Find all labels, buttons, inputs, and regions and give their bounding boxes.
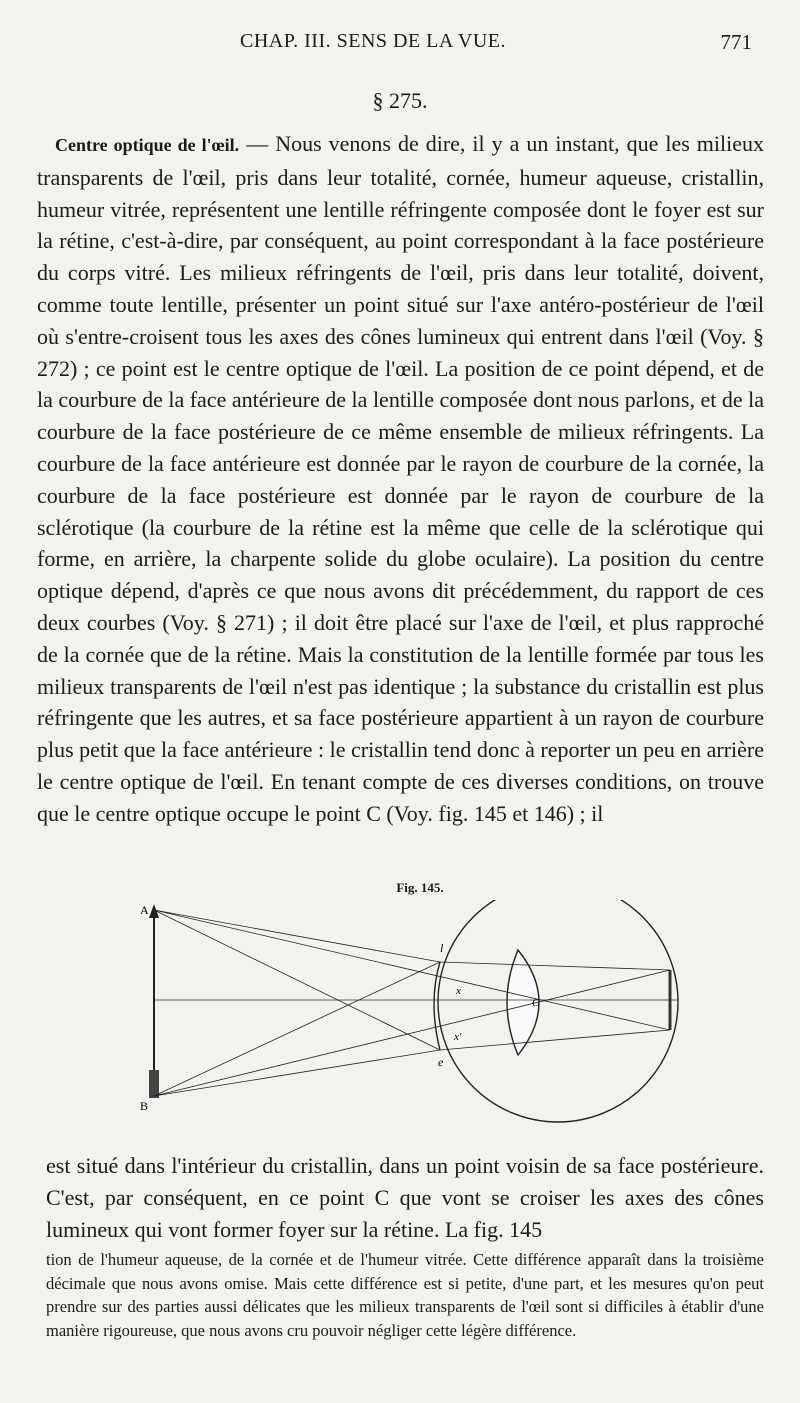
page-header [0, 30, 800, 64]
ray-b-4 [154, 1050, 440, 1096]
label-l: l [440, 941, 444, 955]
label-e: e [438, 1055, 444, 1069]
page-number: 771 [720, 30, 752, 54]
arrow-feather [149, 1070, 159, 1098]
running-head: CHAP. III. SENS DE LA VUE. [240, 30, 506, 52]
paragraph-heading: Centre optique de l'œil. [55, 135, 240, 155]
eyeball-outline [438, 900, 678, 1122]
label-x: x [456, 985, 461, 997]
ray-b-3 [440, 962, 670, 970]
footnote: tion de l'humeur aqueuse, de la cornée et de l'humeur vitrée. Cette différence apparaît dans la troisième décimale que nous avons omise. Mais cette différence est si petite, d'une part, et les mesures qu'on peut prendre sur des parties aussi délicates que les milieux transparents de l'œil sont si difficiles à établir d'une manière rigoureuse, que nous avons cru pouvoir négliger cette légère différence. [46, 1250, 764, 1340]
figure-caption: Fig. 145. [396, 880, 444, 895]
main-paragraph [37, 128, 764, 830]
section-number: § 275. [372, 88, 428, 113]
continuation-paragraph: est situé dans l'intérieur du cristallin, dans un point voisin de sa face postérieure. C'est, par conséquent, en ce point C que vont se croiser les axes des cônes lumineux qui vont former foyer sur la rétine. La fig. 145 [46, 1153, 764, 1242]
label-b: B [140, 1099, 149, 1113]
ray-b-1 [154, 970, 670, 1096]
label-x-prime: x' [454, 1031, 462, 1043]
ray-a-3 [440, 1030, 670, 1050]
figure-145 [140, 880, 700, 1130]
ray-a-1 [154, 910, 670, 1030]
ray-a-4 [154, 910, 440, 962]
eye-ray-diagram [140, 900, 700, 1125]
label-c: C [532, 997, 540, 1009]
paragraph-text: — Nous venons de dire, il y a un instant, que les milieux transparents de l'œil, pris dans leur totalité, cornée, humeur aqueuse, cristallin, humeur vitrée, représentent une lentille réfringente composée dont le foyer est sur la rétine, c'est-à-dire, par conséquent, au point correspondant à la face postérieure du corps vitré. Les milieux réfringents de l'œil, pris dans leur totalité, doivent, comme toute lentille, présenter un point situé sur l'axe antéro-postérieur de l'œil où s'entre-croisent tous les axes des cônes lumineux qui entrent dans l'œil (Voy. § 272) ; ce point est le centre optique de l'œil. La position de ce point dépend, et de la courbure de la face antérieure de la lentille composée dont nous parlons, et de la courbure de la face postérieure de ce même ensemble de milieux réfringents. La courbure de la face antérieure est donnée par le rayon de courbure de la cornée, la courbure de la face postérieure est donnée par le rayon de courbure de la sclérotique (la courbure de la rétine est la même que celle de la sclérotique qui forme, en arrière, la charpente solide du globe oculaire). La position du centre optique dépend, d'après ce que nous avons dit précédemment, du rapport de ces deux courbes (Voy. § 271) ; il doit être placé sur l'axe de l'œil, et plus rapproché de la cornée que de la rétine. Mais la constitution de la lentille formée par tous les milieux transparents de l'œil n'est pas identique ; la substance du cristallin est plus réfringente que les autres, et sa face postérieure appartient à un rayon de courbure plus petit que la face antérieure : le cristallin tend donc à reporter un peu en arrière le centre optique de l'œil. En tenant compte de ces diverses conditions, on trouve que le centre optique occupe le point C (Voy. fig. 145 et 146) ; il [37, 131, 765, 826]
label-a: A [140, 903, 149, 917]
